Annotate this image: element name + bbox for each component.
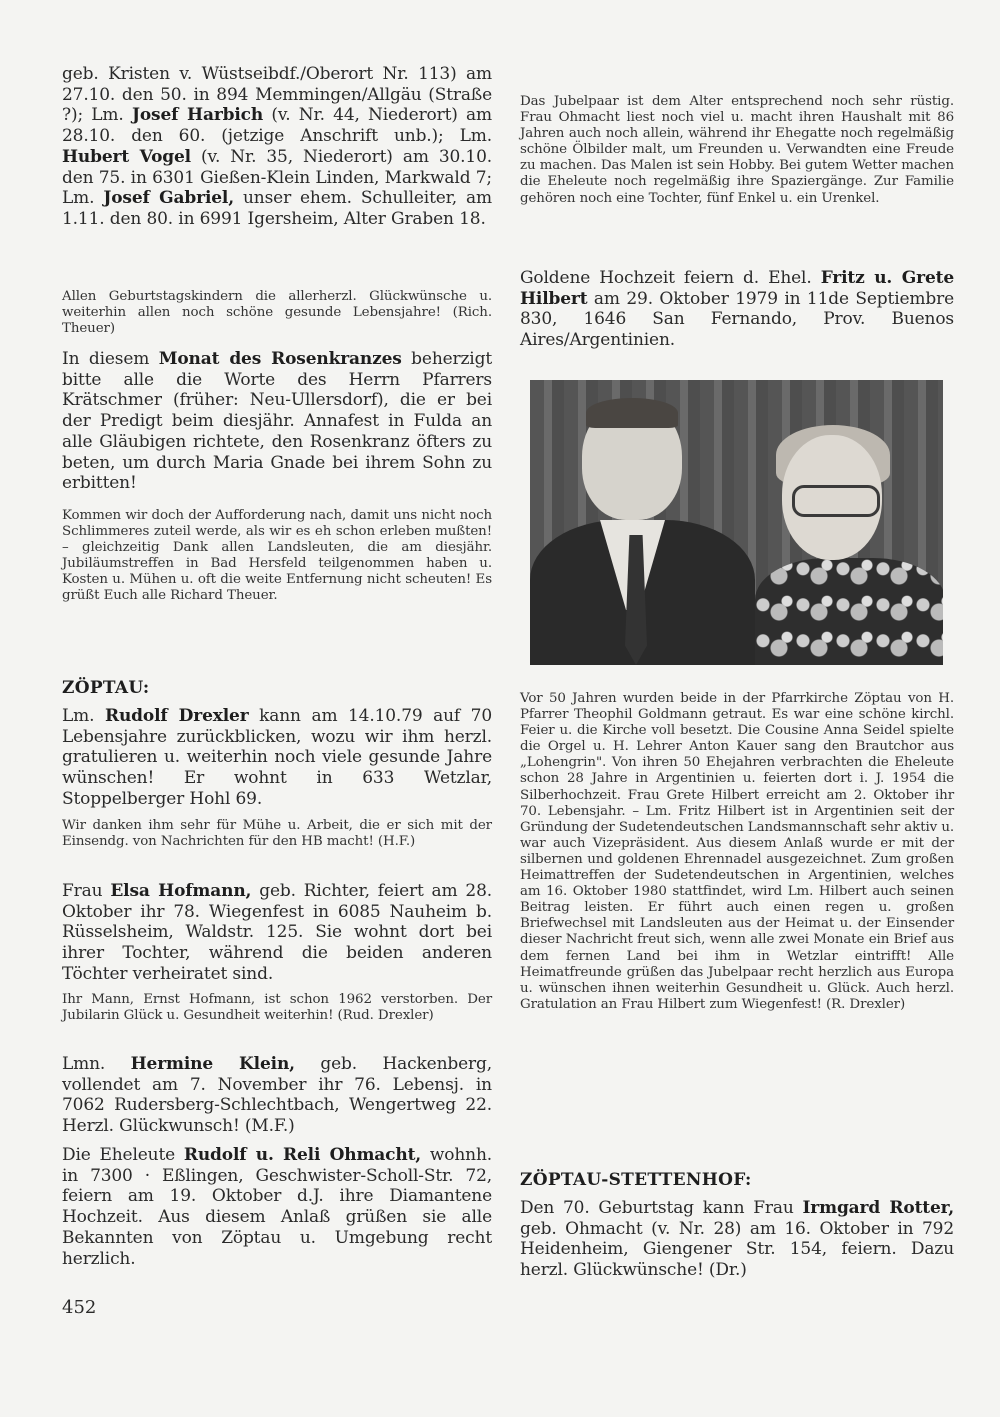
ohmacht-paragraph: Die Eheleute Rudolf u. Reli Ohmacht, wohnh. in 7300 · Eßlingen, Geschwister-Scholl-Str. 72, feiern am 19. Oktober d.J. ihre Diamantene Hochzeit. Aus diesem Anlaß grüßen sie alle Bekannten von Zöptau u. Umgebung recht herzlich.	[62, 1145, 492, 1269]
person-name: Hubert Vogel	[62, 146, 191, 167]
section-heading-zoeptau-stettenhof: ZÖPTAU-STETTENHOF:	[520, 1170, 752, 1190]
woman-glasses	[792, 485, 880, 517]
hermine-klein-paragraph: Lmn. Hermine Klein, geb. Hackenberg, vollendet am 7. November ihr 76. Lebensj. in 7062 Rudersberg-Schlechtbach, Wengertweg 22. Herzl. Glückwunsch! (M.F.)	[62, 1054, 492, 1137]
hilbert-story-note: Vor 50 Jahren wurden beide in der Pfarrkirche Zöptau von H. Pfarrer Theophil Goldmann getraut. Es war eine schöne kirchl. Feier u. die Kirche voll besetzt. Die Cousine Anna Seidel spielte die Orgel u. H. Lehrer Anton Kauer sang den Brautchor aus „Lohengrin". Von ihren 50 Ehejahren verbrachten die Eheleute schon 28 Jahre in Argentinien u. feierten dort i. J. 1954 die Silberhochzeit. Frau Grete Hilbert erreicht am 2. Oktober ihr 70. Lebensjahr. – Lm. Fritz Hilbert ist in Argentinien seit der Gründung der Sudetendeutschen Landsmannschaft sehr aktiv u. war auch Vizepräsident. Aus diesem Anlaß wurde er mit der silbernen und goldenen Ehrennadel ausgezeichnet. Zum großen Heimattreffen der Sudetendeutschen in Argentinien, welches am 16. Oktober 1980 stattfindet, wird Lm. Hilbert auch seinen Beitrag leisten. Er führt auch einen regen u. großen Briefwechsel mit Landsleuten aus der Heimat u. der Einsender dieser Nachricht freut sich, wenn alle zwei Monate ein Brief aus dem fernen Land bei ihm in Wetzlar eintrifft! Alle Heimatfreunde grüßen das Jubelpaar recht herzlich aus Europa u. wünschen ihnen weiterhin Gesundheit u. Glück. Auch herzl. Gratulation an Frau Hilbert zum Wiegenfest! (R. Drexler)	[520, 691, 954, 1012]
person-name: Hermine Klein,	[130, 1054, 295, 1074]
page-number: 452	[62, 1297, 97, 1318]
irmgard-rotter-paragraph: Den 70. Geburtstag kann Frau Irmgard Rotter, geb. Ohmacht (v. Nr. 28) am 16. Oktober in 792 Heidenheim, Giengener Str. 154, feiern. Dazu herzl. Glückwünsche! (Dr.)	[520, 1198, 954, 1281]
person-name: Elsa Hofmann,	[110, 881, 252, 901]
person-name: Rudolf u. Reli Ohmacht,	[183, 1145, 422, 1165]
drexler-thanks-note: Wir danken ihm sehr für Mühe u. Arbeit, die er sich mit der Einsendg. von Nachrichten für den HB macht! (H.F.)	[62, 818, 492, 850]
rosary-note: Kommen wir doch der Aufforderung nach, damit uns nicht noch Schlimmeres zuteil werde, als wir es eh schon erleben mußten! – gleichzeitig Dank allen Landsleuten, die am diesjähr. Jubiläumstreffen in Bad Hersfeld teilgenommen haben u. Kosten u. Mühen u. oft die weite Entfernung nicht scheuten! Es grüßt Euch alle Richard Theuer.	[62, 508, 492, 604]
birthday-list-paragraph: geb. Kristen v. Wüstseibdf./Oberort Nr. 113) am 27.10. den 50. in 894 Memmingen/Allgäu (Straße ?); Lm. Josef Harbich (v. Nr. 44, Niederort) am 28.10. den 60. (jetzige Anschrift unb.); Lm. Hubert Vogel (v. Nr. 35, Niederort) am 30.10. den 75. in 6301 Gießen-Klein Linden, Markwald 7; Lm. Josef Gabriel, unser ehem. Schulleiter, am 1.11. den 80. in 6991 Igersheim, Alter Graben 18.	[62, 64, 493, 229]
person-name: Monat des Rosenkranzes	[158, 349, 402, 369]
rosary-month-paragraph: In diesem Monat des Rosenkranzes beherzigt bitte alle die Worte des Herrn Pfarrers Krätschmer (früher: Neu-Ullersdorf), die er bei der Predigt beim diesjähr. Annafest in Fulda an alle Gläubigen richtete, den Rosenkranz öfters zu beten, um durch Maria Gnade bei ihrem Sohn zu erbitten!	[62, 349, 493, 494]
couple-photo	[530, 380, 943, 665]
person-name: Josef Harbich	[131, 105, 264, 126]
person-name: Josef Gabriel,	[103, 188, 234, 209]
person-name: Irmgard Rotter,	[802, 1198, 954, 1218]
woman-dress	[755, 558, 943, 665]
hofmann-note: Ihr Mann, Ernst Hofmann, ist schon 1962 verstorben. Der Jubilarin Glück u. Gesundheit weiterhin! (Rud. Drexler)	[62, 992, 492, 1024]
person-name: Rudolf Drexler	[104, 706, 249, 726]
jubilee-couple-note: Das Jubelpaar ist dem Alter entsprechend noch sehr rüstig. Frau Ohmacht liest noch viel u. macht ihren Haushalt mit 86 Jahren auch noch allein, während ihr Ehegatte noch regelmäßig schöne Ölbilder malt, um Freunden u. Verwandten eine Freude zu machen. Das Malen ist sein Hobby. Bei gutem Wetter machen die Eheleute noch regelmäßig ihre Spaziergänge. Zur Familie gehören noch eine Tochter, fünf Enkel u. ein Urenkel.	[520, 94, 954, 206]
person-name: Fritz u. Grete Hilbert	[520, 268, 955, 309]
hilbert-golden-wedding-paragraph: Goldene Hochzeit feiern d. Ehel. Fritz u. Grete Hilbert am 29. Oktober 1979 in 11de Septiembre 830, 1646 San Fernando, Prov. Buenos Aires/Argentinien.	[520, 268, 955, 351]
section-heading-zoeptau: ZÖPTAU:	[62, 678, 150, 698]
birthday-greeting-note: Allen Geburtstagskindern die allerherzl. Glückwünsche u. weiterhin allen noch schöne gesunde Lebensjahre! (Rich. Theuer)	[62, 289, 492, 337]
man-hair	[586, 398, 678, 428]
rudolf-drexler-paragraph: Lm. Rudolf Drexler kann am 14.10.79 auf 70 Lebensjahre zurückblicken, wozu wir ihm herzl. gratulieren u. weiterhin noch viele gesunde Jahre wünschen! Er wohnt in 633 Wetzlar, Stoppelberger Hohl 69.	[62, 706, 492, 809]
elsa-hofmann-paragraph: Frau Elsa Hofmann, geb. Richter, feiert am 28. Oktober ihr 78. Wiegenfest in 6085 Nauheim b. Rüsselsheim, Waldstr. 125. Sie wohnt dort bei ihrer Tochter, während die beiden anderen Töchter verheiratet sind.	[62, 881, 492, 984]
